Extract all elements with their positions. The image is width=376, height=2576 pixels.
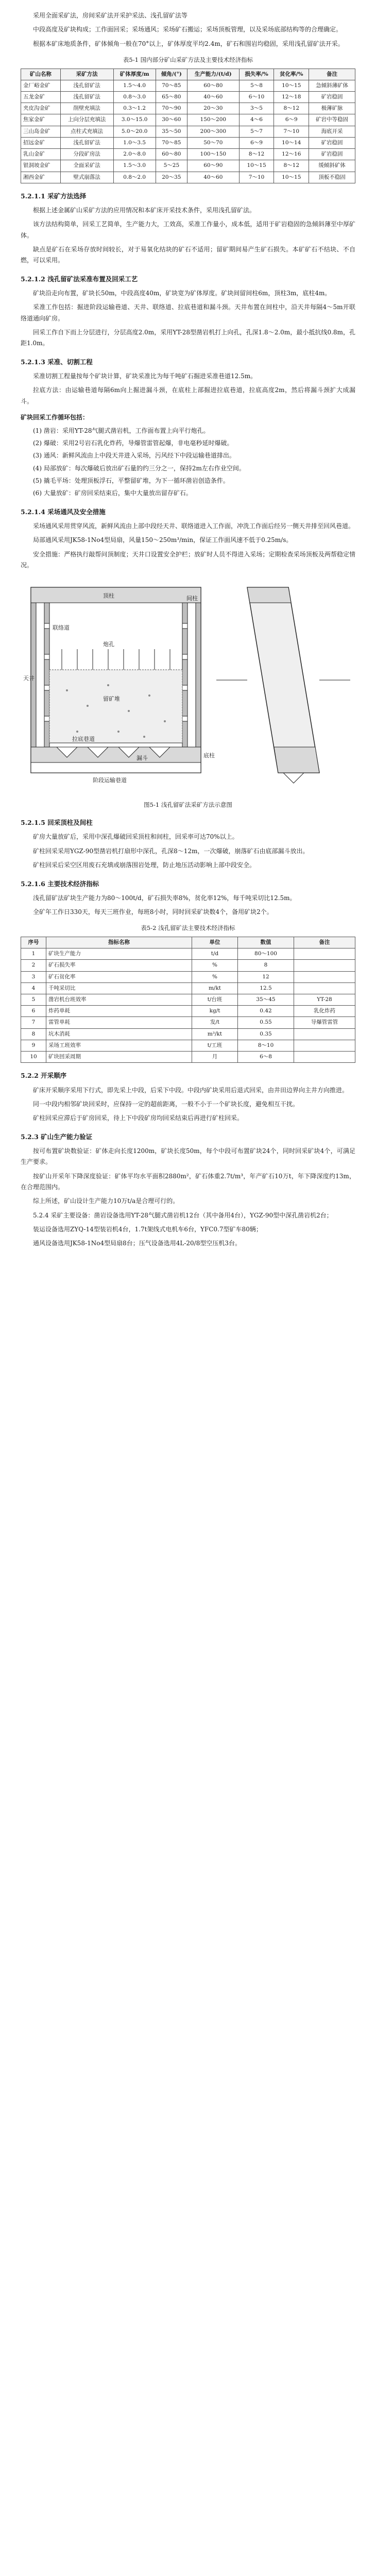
table-header-cell: 指标名称 (46, 937, 192, 948)
table-row (21, 137, 355, 148)
table-cell: % (192, 971, 238, 982)
table-row (21, 948, 355, 960)
paragraph: 按可布置矿块数验证：矿体走向长度1200m，矿块长度50m，每个中段可布置矿块24个，同时回采矿块4个，可满足生产要求。 (21, 1147, 355, 1166)
table-cell: m/kt (192, 982, 238, 994)
paragraph: 通风设备选用JK58-1No4型局扇8台；压气设备选用4L-20/8型空压机3台。 (33, 1240, 241, 1247)
table-cell: 5～25 (156, 160, 187, 172)
table-cell (294, 1028, 355, 1040)
technical-indicators-table (21, 937, 355, 1063)
table-cell: 矿块回采周期 (46, 1052, 192, 1063)
table-cell: 35～45 (238, 994, 294, 1006)
paragraph: 同一中段内相邻矿块回采时，应保持一定的超前距离，一般不小于一个矿块长度，避免相互干扰。 (33, 1100, 299, 1108)
table-cell: 顶板不稳固 (309, 172, 355, 183)
table-cell: 60～80 (156, 149, 187, 160)
table-cell (294, 982, 355, 994)
paragraph: 全矿年工作日330天，每天三班作业，每班8小时，同时回采矿块数4个，备用矿块2个。 (33, 908, 273, 916)
table-row (21, 1006, 355, 1017)
table-cell: 80～100 (238, 948, 294, 960)
table-cell: 2.0～8.0 (113, 149, 156, 160)
label-undercut: 拉底巷道 (72, 736, 95, 743)
table-cell: 70～85 (156, 80, 187, 91)
table-cell: 10～15 (274, 80, 309, 91)
table-cell: 0.3～1.2 (113, 103, 156, 114)
table-cell: 8 (238, 960, 294, 971)
table-cell: 矿岩中等稳固 (309, 114, 355, 126)
label-funnel: 漏斗 (136, 755, 148, 762)
table-cell: 月 (192, 1052, 238, 1063)
table-cell (294, 1052, 355, 1063)
table-row (21, 103, 355, 114)
table-cell: 招远金矿 (21, 137, 61, 148)
table-cell: 全面采矿法 (60, 160, 113, 172)
paragraph: 矿柱回采采用YGZ-90型凿岩机打扇形中深孔，孔深8～12m，一次爆破，崩落矿石由底部漏斗放出。 (33, 847, 309, 855)
table-cell: 0.8～2.0 (113, 172, 156, 183)
label-blast-holes: 炮孔 (103, 641, 114, 648)
section-heading: 5.2.1.5 回采顶柱及间柱 (21, 819, 93, 827)
table-cell: 雷管单耗 (46, 1017, 192, 1028)
table-header-cell: 序号 (21, 937, 46, 948)
table-cell: 60～80 (187, 80, 239, 91)
label-raise: 天井 (23, 675, 35, 682)
stope-diagram (21, 577, 355, 793)
table-cell: 4 (21, 982, 46, 994)
table-body (21, 80, 355, 183)
table-cell: 40～60 (187, 91, 239, 103)
table-cell: 1.0～3.5 (113, 137, 156, 148)
table-row (21, 994, 355, 1006)
table-cell: t/台班 (192, 994, 238, 1006)
table-cell: 导爆管雷管 (294, 1017, 355, 1028)
table-cell: 10 (21, 1052, 46, 1063)
table-cell (294, 948, 355, 960)
table-cell: 千吨采切比 (46, 982, 192, 994)
label-ore-pile: 留矿堆 (103, 696, 120, 703)
table-cell: 采场工班效率 (46, 1040, 192, 1051)
table-cell: 60～90 (187, 160, 239, 172)
table-cell: 浅孔留矿法 (60, 80, 113, 91)
table-header-cell: 备注 (294, 937, 355, 948)
table-cell: 200～300 (187, 126, 239, 137)
table-cell: 浅孔留矿法 (60, 91, 113, 103)
table-header-row (21, 69, 355, 80)
section-heading: 5.2.2 开采顺序 (21, 1072, 67, 1080)
paragraph: 矿床开采顺序采用下行式，即先采上中段，后采下中段。中段内矿块采用后退式回采，由井田边界向主井方向推进。 (33, 1086, 349, 1094)
label-crosscut: 联络道 (53, 624, 70, 632)
list-item: (6) 大量放矿：矿房回采结束后，集中大量放出留存矿石。 (33, 489, 192, 497)
top-pillar-shape (31, 587, 201, 603)
paragraph: 采用全面采矿法，房间采矿法开采护采法、浅孔留矿法等 (33, 12, 188, 19)
table-cell: 100～150 (187, 149, 239, 160)
table-cell: 5 (21, 994, 46, 1006)
table-cell: 8 (21, 1028, 46, 1040)
paragraph: 浅孔留矿法矿块生产能力为80～100t/d，矿石损失率8%，贫化率12%，每千吨采切比12.5m。 (33, 894, 296, 902)
table-cell: 焦家金矿 (21, 114, 61, 126)
table-cell: 金厂峪金矿 (21, 80, 61, 91)
table-cell: 8～12 (274, 160, 309, 172)
table-row (21, 80, 355, 91)
table-cell: 7～10 (239, 172, 274, 183)
table-cell: 湘西金矿 (21, 172, 61, 183)
paragraph: 综上所述，矿山设计生产能力10万t/a是合理可行的。 (33, 1197, 179, 1205)
table-cell (294, 960, 355, 971)
table-cell: 炸药单耗 (46, 1006, 192, 1017)
list-item: (1) 凿岩：采用YT-28气腿式凿岩机，工作面布置上向平行炮孔。 (33, 427, 210, 434)
table-cell: 6～9 (239, 137, 274, 148)
table-cell: 5～8 (239, 80, 274, 91)
table-cell: 70～85 (156, 137, 187, 148)
table-row (21, 91, 355, 103)
table-cell: 上向分层充填法 (60, 114, 113, 126)
table-row (21, 982, 355, 994)
table-cell: 极薄矿脉 (309, 103, 355, 114)
table-cell: 10～15 (274, 172, 309, 183)
list-item: (3) 通风：新鲜风流由上中段天井进入采场，污风经下中段运输巷道排出。 (33, 452, 235, 460)
blast-hole-group (62, 649, 170, 670)
paragraph: 安全措施：严格执行敲帮问顶制度；天井口设置安全护栏；放矿时人员不得进入采场；定期检查采场顶板及两帮稳定情况。 (21, 550, 355, 569)
section-heading: 5.2.1.4 采场通风及安全措施 (21, 507, 106, 516)
paragraph: 装运设备选用ZYQ-14型装岩机4台，1.7t架线式电机车6台，YFC0.7型矿车80辆； (33, 1226, 262, 1233)
table-header-cell: 采矿方法 (60, 69, 113, 80)
table-header-cell: 数值 (238, 937, 294, 948)
closing-section (21, 1210, 355, 1249)
table-cell: t/工班 (192, 1040, 238, 1051)
table-cell: 缓倾斜矿体 (309, 160, 355, 172)
table-cell: 6～8 (238, 1052, 294, 1063)
table-cell: 乳化炸药 (294, 1006, 355, 1017)
table-cell: 1.5～4.0 (113, 80, 156, 91)
list-item: (2) 爆破：采用2号岩石乳化炸药，导爆管雷管起爆，非电毫秒延时爆破。 (33, 439, 233, 447)
list-item: (4) 局部放矿：每次爆破后放出矿石量的约三分之一，保持2m左右作业空间。 (33, 464, 245, 472)
table-cell: 40～60 (187, 172, 239, 183)
table-cell: 0.8～3.0 (113, 91, 156, 103)
table-cell: 10～14 (274, 137, 309, 148)
paragraph: 根据本矿床地质条件，矿体倾角一般在70°以上，矿体厚度平均2.4m，矿石和围岩均稳固，采用浅孔留矿法开采。 (33, 40, 344, 47)
section-heading: 5.2.1.6 主要技术经济指标 (21, 879, 99, 888)
table-cell: 矿块生产能力 (46, 948, 192, 960)
paragraph: 采场通风采用贯穿风流，新鲜风流由上部中段经天井、联络道进入工作面，冲洗工作面后经另一侧天井排至回风巷道。 (33, 522, 355, 530)
table-header-cell: 损失率/% (239, 69, 274, 80)
paragraph: 采准工作包括：掘进阶段运输巷道、天井、联络道、拉底巷道和漏斗颈。天井布置在间柱中，沿天井每隔4～5m开联络道通向矿房。 (21, 303, 355, 322)
paragraph: 根据上述金属矿山采矿方法的应用情况和本矿床开采技术条件，采用浅孔留矿法。 (33, 206, 256, 214)
table-cell: 12 (238, 971, 294, 982)
table-cell: 35～50 (156, 126, 187, 137)
cross-section (216, 587, 350, 783)
table-cell: YT-28 (294, 994, 355, 1006)
table-row (21, 1052, 355, 1063)
table-cell: 8～10 (238, 1040, 294, 1051)
table-cell: 50～70 (187, 137, 239, 148)
raise-shape (187, 603, 196, 747)
paragraph: 该方法结构简单，回采工艺简单，生产能力大，工效高，采准工作量小，成本低，适用于矿岩稳固的急倾斜薄至中厚矿体。 (21, 221, 355, 239)
paragraph: 回采工作自下而上分层进行，分层高度2.0m，采用YT-28型凿岩机打上向孔，孔深1.8～2.0m，最小抵抗线0.8m，孔距1.0m。 (21, 329, 355, 347)
table-cell: 7～10 (274, 126, 309, 137)
table-cell: 4～6 (239, 114, 274, 126)
paragraph: 按矿山开采年下降深度验证：矿体平均水平面积2880m²，矿石体重2.7t/m³，年产矿石10万t，年下降深度约13m，在合理范围内。 (21, 1172, 355, 1191)
figure-caption: 图5-1 浅孔留矿法采矿方法示意图 (144, 801, 232, 808)
paragraph: 局部通风采用JK58-1No4型局扇，风量150～250m³/min，保证工作面风速不低于0.25m/s。 (33, 536, 293, 544)
table-title: 表5-2 浅孔留矿法主要技术经济指标 (141, 924, 235, 932)
table-cell: 12～16 (274, 149, 309, 160)
table-cell: 3～5 (239, 103, 274, 114)
table-header-cell: 贫化率/% (274, 69, 309, 80)
raise-shape (36, 603, 44, 747)
table-row (21, 1017, 355, 1028)
table-cell: 三山岛金矿 (21, 126, 61, 137)
table-row (21, 971, 355, 982)
table-cell: 五龙金矿 (21, 91, 61, 103)
mining-methods-table (21, 69, 355, 183)
table-cell (294, 971, 355, 982)
table-cell: 12.5 (238, 982, 294, 994)
table-cell: 发/t (192, 1017, 238, 1028)
table-cell: 8～12 (274, 103, 309, 114)
table-cell: 夹皮沟金矿 (21, 103, 61, 114)
table-cell: 8～12 (239, 149, 274, 160)
table-cell: 点柱式充填法 (60, 126, 113, 137)
table-cell: 凿岩机台班效率 (46, 994, 192, 1006)
table-cell: 矿石贫化率 (46, 971, 192, 982)
paragraph: 矿房大量放矿后，采用中深孔爆破回采顶柱和间柱，回采率可达70%以上。 (33, 833, 238, 841)
table-cell: 壁式崩落法 (60, 172, 113, 183)
label-bottom-pillar: 底柱 (203, 752, 215, 759)
table-cell: 分段矿房法 (60, 149, 113, 160)
table-cell: 65～80 (156, 91, 187, 103)
table-header-cell: 生产能力/(t/d) (187, 69, 239, 80)
paragraph: 5.2.4 采矿主要设备：凿岩设备选用YT-28气腿式凿岩机12台（其中备用4台），YGZ-90型中深孔凿岩机2台； (33, 1211, 333, 1219)
table-cell: 0.55 (238, 1017, 294, 1028)
table-cell: 3.0～15.0 (113, 114, 156, 126)
table-header-cell: 单位 (192, 937, 238, 948)
table-header-cell: 倾角/(°) (156, 69, 187, 80)
table-cell: 20～35 (156, 172, 187, 183)
broken-ore-pile (49, 670, 182, 747)
table-cell: 7 (21, 1017, 46, 1028)
table-cell: 20～30 (187, 103, 239, 114)
table-cell: 70～90 (156, 103, 187, 114)
paragraph: 矿块沿走向布置，矿块长50m，中段高度40m，矿块宽为矿体厚度。矿块间留间柱6m，顶柱3m，底柱4m。 (33, 290, 331, 297)
table-header-cell: 矿体厚度/m (113, 69, 156, 80)
paragraph: 采准切割工程量按每个矿块计算，矿块采准比为每千吨矿石掘进采准巷道12.5m。 (33, 372, 257, 380)
table-cell: kg/t (192, 1006, 238, 1017)
table-row (21, 960, 355, 971)
table-cell: 9 (21, 1040, 46, 1051)
table-cell: % (192, 960, 238, 971)
section-heading: 5.2.1.1 采矿方法选择 (21, 192, 87, 200)
table-body (21, 948, 355, 1063)
table-row (21, 160, 355, 172)
table-header-cell: 备注 (309, 69, 355, 80)
table-cell: 30～60 (156, 114, 187, 126)
table-cell: 坑木消耗 (46, 1028, 192, 1040)
table-cell: 银洞坡金矿 (21, 160, 61, 172)
paragraph: 拉底方法：由运输巷道每隔6m向上掘进漏斗颈，在底柱上部掘进拉底巷道，拉底高度2m，然后将漏斗颈扩大成漏斗。 (21, 386, 355, 405)
intro-section (21, 10, 355, 49)
table-cell: 浅孔留矿法 (60, 137, 113, 148)
table-header-row (21, 937, 355, 948)
table-cell: 矿岩稳固 (309, 91, 355, 103)
work-cycle-list (21, 426, 355, 499)
table-cell: 乳山金矿 (21, 149, 61, 160)
table-cell: 6～9 (274, 114, 309, 126)
table-cell: 矿岩稳固 (309, 149, 355, 160)
table-cell: 矿石损失率 (46, 960, 192, 971)
table-row (21, 149, 355, 160)
table-cell: 12～18 (274, 91, 309, 103)
table-row (21, 1028, 355, 1040)
table-cell: 0.35 (238, 1028, 294, 1040)
label-rib-pillar: 间柱 (186, 595, 198, 602)
table-cell: 5.0～20.0 (113, 126, 156, 137)
table-cell: 急倾斜薄矿体 (309, 80, 355, 91)
table-title: 表5-1 国内部分矿山采矿方法及主要技术经济指标 (123, 56, 253, 64)
table-cell: 削壁充填法 (60, 103, 113, 114)
table-cell: 矿岩稳固 (309, 137, 355, 148)
table-cell: 10～15 (239, 160, 274, 172)
table-cell: 1 (21, 948, 46, 960)
paragraph: 缺点是矿石在采场存放时间较长，对于易氧化结块的矿石不适用；留矿期间易产生矿石损失。本矿矿石不结块、不自燃，可以采用。 (21, 246, 355, 264)
paragraph: 中段高度及矿块构成；工作面回采；采场通风；采场矿石搬运；采场顶板管理，以及采场底部结构等的合理确定。 (33, 26, 343, 33)
table-row (21, 126, 355, 137)
table-cell: 6 (21, 1006, 46, 1017)
table-cell: 0.42 (238, 1006, 294, 1017)
table-row (21, 1040, 355, 1051)
undercut-drift-shape (49, 743, 182, 747)
table-cell: 5～7 (239, 126, 274, 137)
paragraph: 矿柱回采应滞后于矿房回采，待上下中段矿房均回采结束后再进行矿柱回采。 (33, 1114, 244, 1122)
table-cell: 150～200 (187, 114, 239, 126)
table-cell: 1.5～3.0 (113, 160, 156, 172)
table-cell: 2 (21, 960, 46, 971)
table-cell (294, 1040, 355, 1051)
table-cell: 6～10 (239, 91, 274, 103)
label-haulage-drift: 阶段运输巷道 (93, 777, 127, 784)
section-heading: 5.2.3 矿山生产能力验证 (21, 1132, 93, 1141)
table-cell: 海底开采 (309, 126, 355, 137)
mining-method-figure (21, 577, 355, 810)
list-item: (5) 撬毛平场：处理顶板浮石，平整留矿堆，为下一循环凿岩创造条件。 (33, 477, 229, 484)
table-row (21, 114, 355, 126)
table-header-cell: 矿山名称 (21, 69, 61, 80)
table-cell: 3 (21, 971, 46, 982)
list-heading: 矿块回采工作循环包括： (21, 414, 89, 421)
label-top-pillar: 顶柱 (103, 592, 114, 600)
section-heading: 5.2.1.2 浅孔留矿法采准布置及回采工艺 (21, 275, 138, 283)
table-cell: t/d (192, 948, 238, 960)
section-heading: 5.2.1.3 采准、切割工程 (21, 358, 93, 366)
paragraph: 矿柱回采后采空区用废石充填或崩落围岩处理，防止地压活动影响上部中段安全。 (33, 861, 256, 869)
haulage-drift-shape (31, 762, 201, 773)
table-cell: m³/kt (192, 1028, 238, 1040)
table-row (21, 172, 355, 183)
